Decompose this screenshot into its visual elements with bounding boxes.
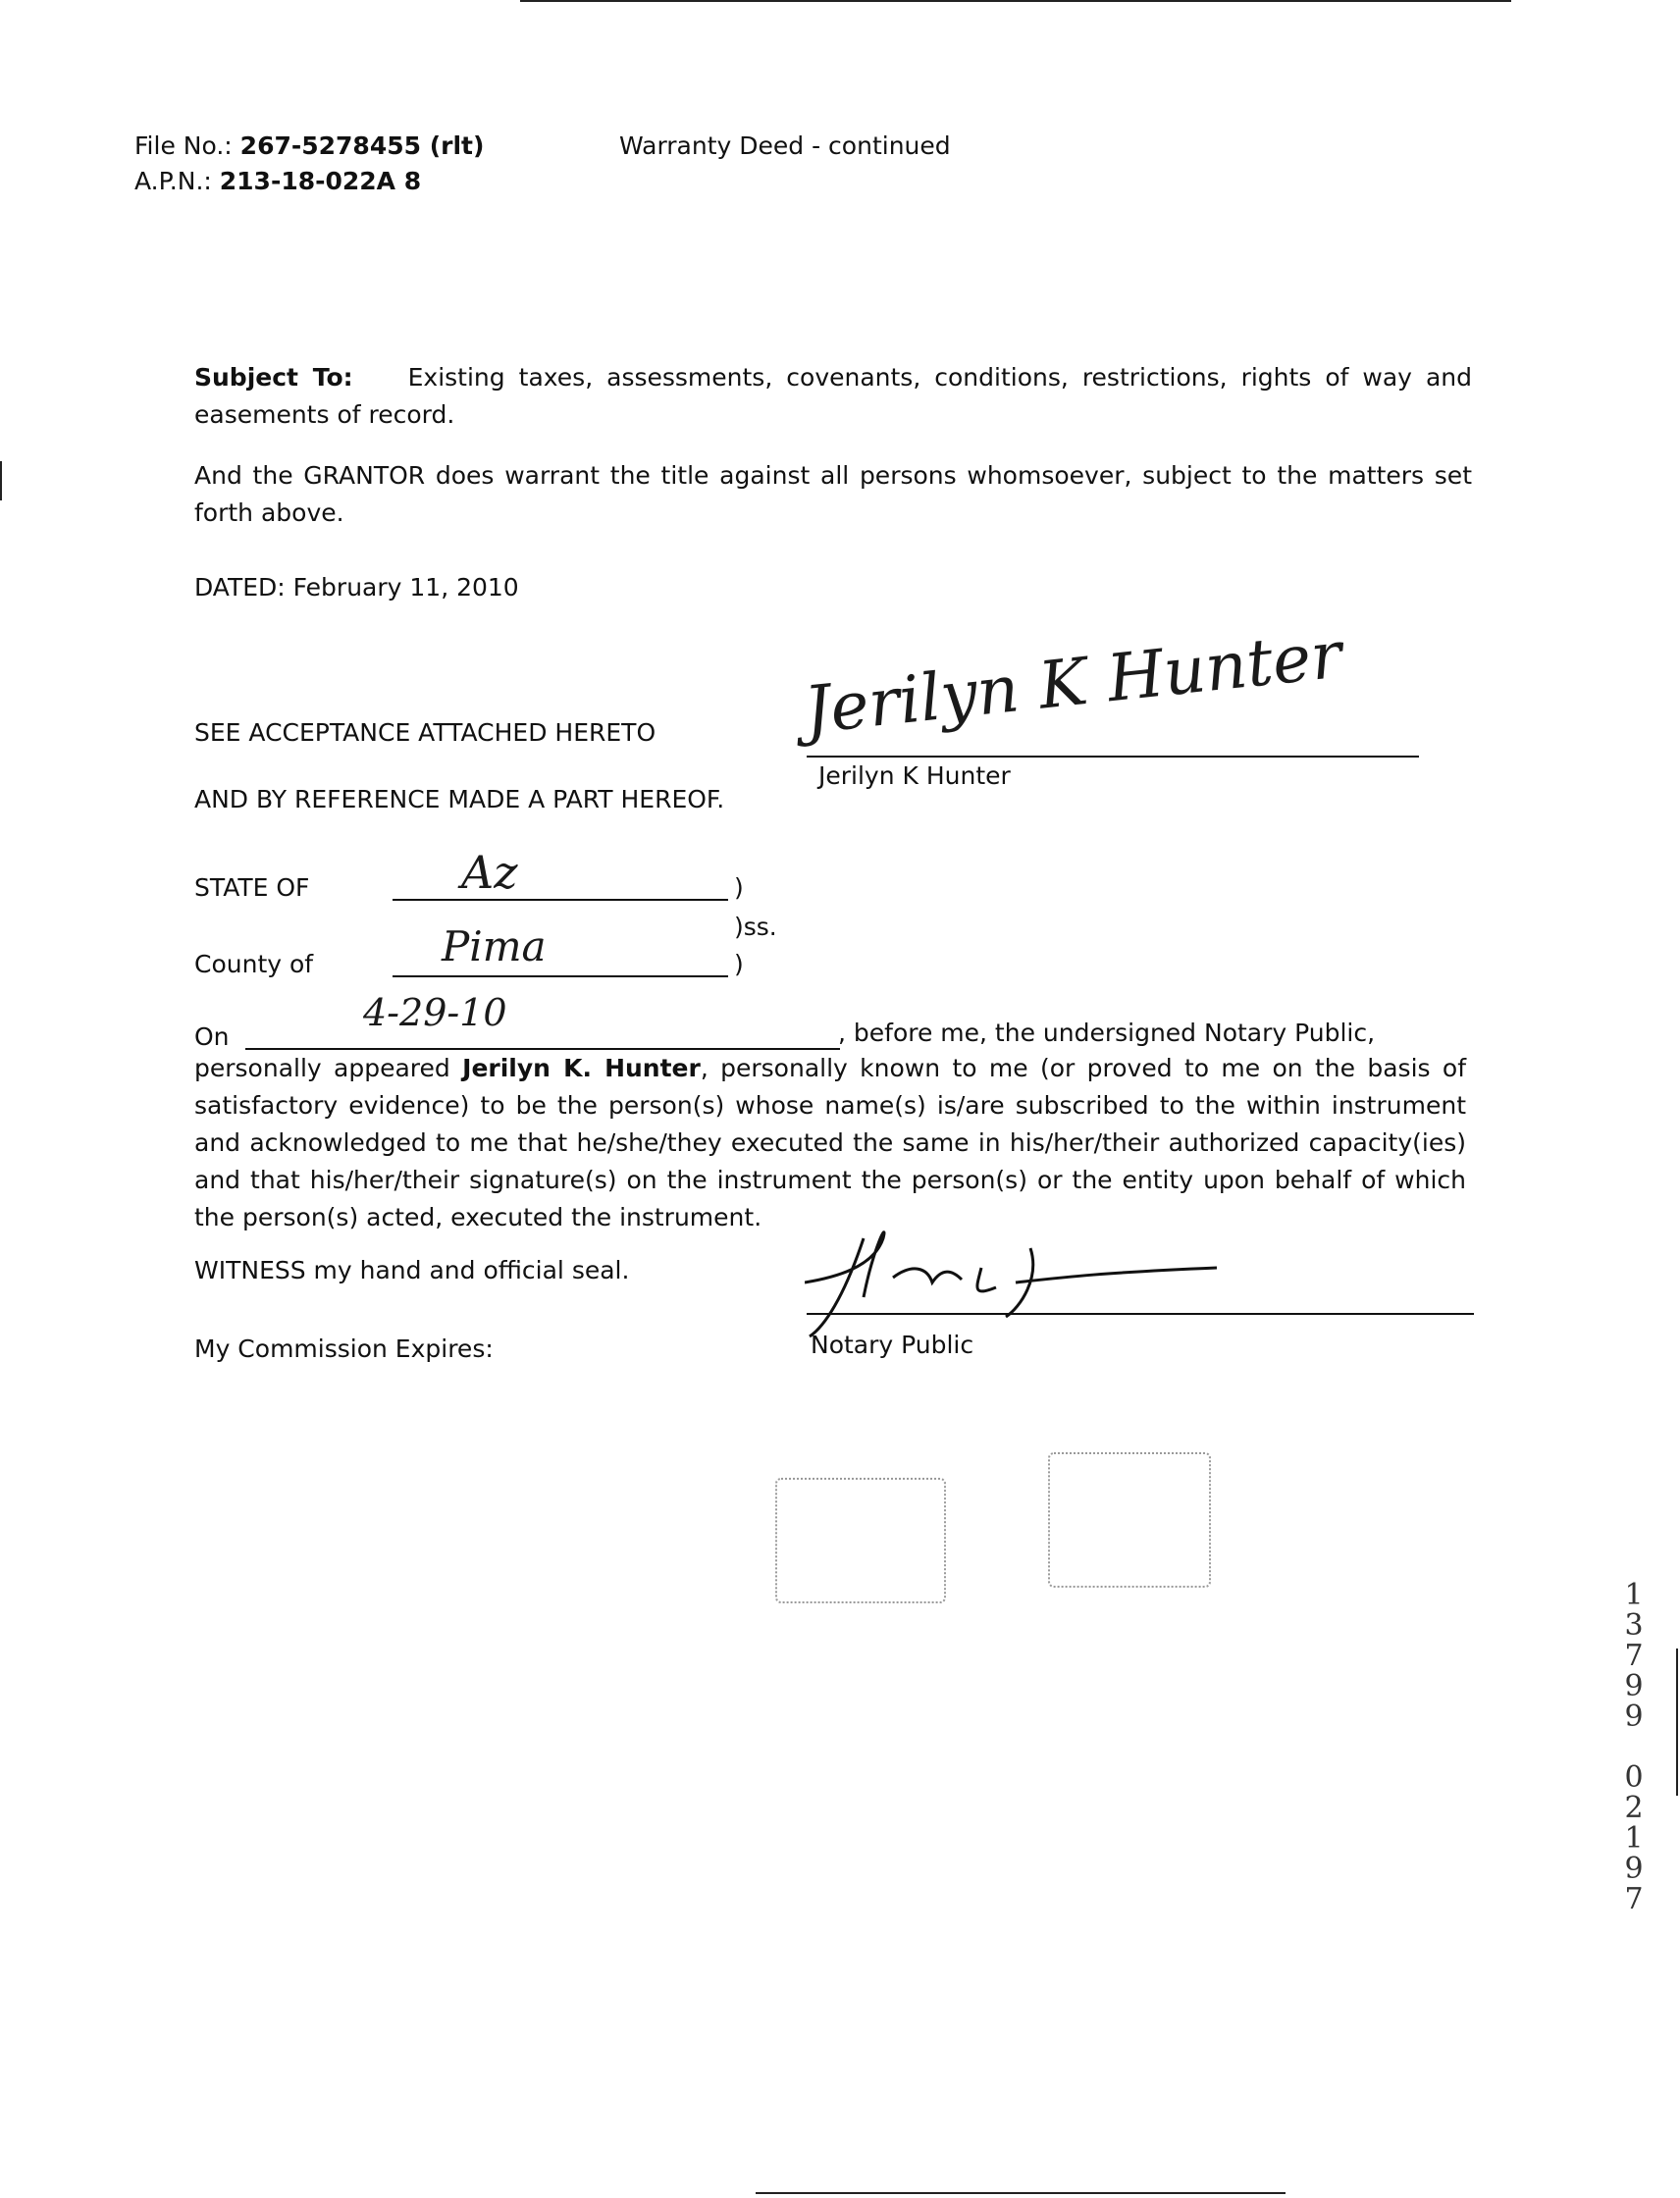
recording-digit: 2 <box>1624 1791 1644 1825</box>
recording-digit: 9 <box>1624 1700 1644 1734</box>
notary-public-label: Notary Public <box>811 1331 974 1359</box>
acknowledgment-after-date: , before me, the undersigned Notary Public, <box>838 1019 1376 1047</box>
recording-digit: 9 <box>1624 1852 1644 1886</box>
recording-digit: 1 <box>1624 1821 1644 1856</box>
acceptance-line-2: AND BY REFERENCE MADE A PART HEREOF. <box>194 785 725 813</box>
recording-digit-gap <box>1619 1732 1649 1762</box>
apn-value: 213-18-022A 8 <box>219 167 422 195</box>
notary-signature-line <box>807 1313 1474 1315</box>
county-paren: ) <box>734 950 744 978</box>
subject-to-text: Existing taxes, assessments, covenants, conditions, restrictions, rights of way and easements of record. <box>194 363 1472 429</box>
county-value: Pima <box>442 922 547 970</box>
file-number-line <box>134 131 484 160</box>
county-label: County of <box>194 950 314 978</box>
recording-number <box>1619 1580 1649 1914</box>
grantor-signature-line <box>807 756 1419 758</box>
state-label: STATE OF <box>194 873 310 902</box>
county-line <box>393 975 728 977</box>
recording-digit: 9 <box>1624 1669 1644 1703</box>
notary-seal-stamp-secondary <box>1048 1452 1211 1588</box>
on-label: On <box>194 1022 230 1051</box>
recording-digit: 1 <box>1624 1578 1644 1612</box>
file-number-value: 267-5278455 (rlt) <box>239 131 485 160</box>
scan-edge-bottom <box>756 2192 1286 2194</box>
apn-line <box>134 167 421 195</box>
state-line <box>393 899 728 901</box>
scan-edge-left <box>0 461 2 500</box>
document-title: Warranty Deed - continued <box>619 131 951 160</box>
recording-digit: 7 <box>1624 1882 1644 1916</box>
grantor-printed-name: Jerilyn K Hunter <box>818 761 1011 790</box>
apn-label: A.P.N.: <box>134 167 212 195</box>
subject-to-label: Subject To: <box>194 363 353 392</box>
acknowledgment-body-prefix: personally appeared <box>194 1054 463 1082</box>
state-value: Az <box>461 846 518 899</box>
recording-digit: 0 <box>1624 1760 1644 1795</box>
state-paren: ) <box>734 873 744 902</box>
commission-expires: My Commission Expires: <box>194 1334 494 1363</box>
acknowledgment-body-rest: , personally known to me (or proved to me on the basis of satisfactory evidence) to be the person(s) whose name(s) is/are subscribed to the within instrument and acknowledged to me that he/she/they executed the same in his/her/their authorized capacity(ies) and that his/her/their signature(s) on the instrument the person(s) or the entity upon behalf of which the person(s) acted, executed the instrument. <box>194 1054 1466 1231</box>
acknowledgment-date: 4-29-10 <box>363 991 507 1034</box>
notary-signature <box>805 1209 1256 1346</box>
recording-digit: 7 <box>1624 1639 1644 1673</box>
file-number-label: File No.: <box>134 131 233 160</box>
notary-seal-stamp <box>775 1478 946 1603</box>
dated-line: DATED: February 11, 2010 <box>194 573 519 602</box>
scan-edge-top <box>520 0 1511 2</box>
recording-digit: 3 <box>1624 1608 1644 1643</box>
scan-edge-right <box>1676 1648 1678 1796</box>
warrant-paragraph: And the GRANTOR does warrant the title against all persons whomsoever, subject to the matters set forth above. <box>194 461 1472 527</box>
appearing-person-name: Jerilyn K. Hunter <box>462 1054 701 1082</box>
ss-mark: )ss. <box>734 913 777 941</box>
acceptance-line-1: SEE ACCEPTANCE ATTACHED HERETO <box>194 718 656 747</box>
grantor-signature: Jerilyn K Hunter <box>800 616 1346 749</box>
witness-line: WITNESS my hand and official seal. <box>194 1256 630 1284</box>
subject-to-paragraph <box>194 359 1472 434</box>
